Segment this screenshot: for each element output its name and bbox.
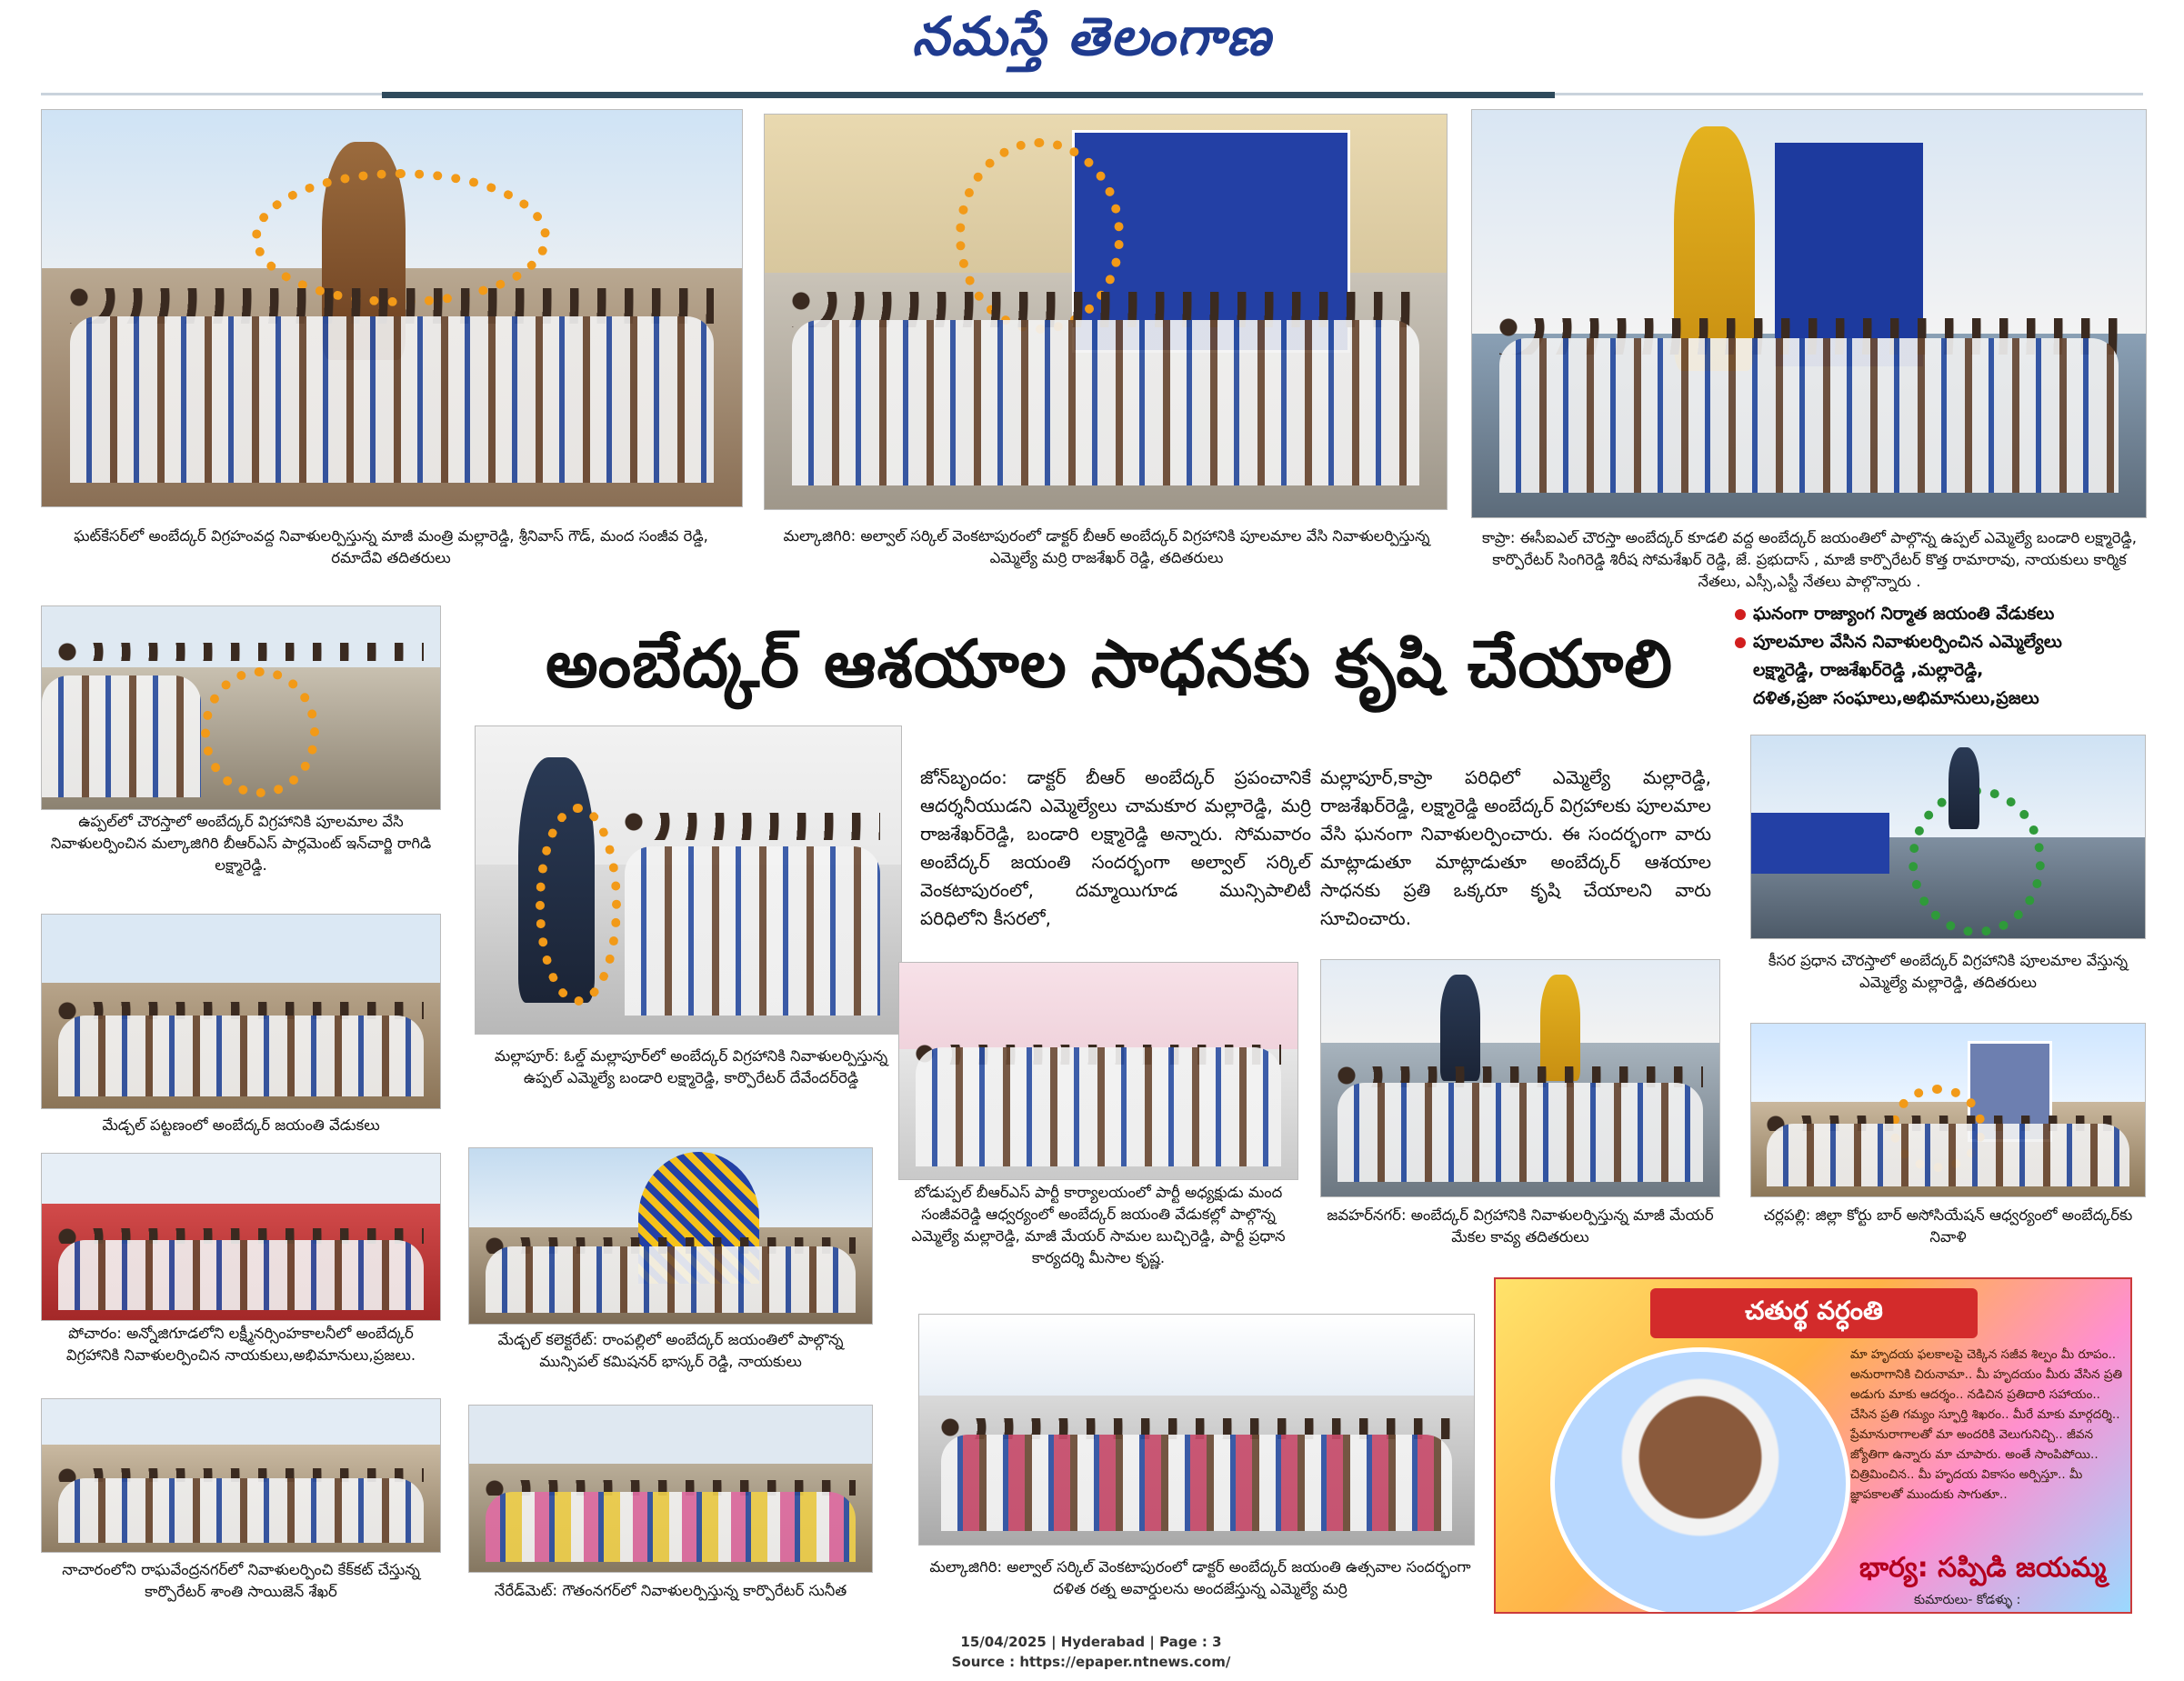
bullet-icon xyxy=(1735,609,1746,620)
caption-kapra: కాప్రా: ఈసీఐఎల్ చౌరస్తా అంబేద్కర్ కూడలి వద్ద అంబేద్కర్ జయంతిలో పాల్గొన్న ఉప్పల్ ఎమ్మెల్యే బండారి లక్ష్మారెడ్డి, కార్పొరేటర్ సింగిరెడ్డి శిరీష సోమశేఖర్ రెడ్డి, జే. ప్రభుదాస్ , మాజీ కార్పొరేటర్ కొత్త రామారావు, నాయకులు కార్మిక నేతలు, ఎస్సీ,ఎస్టీ నేతలు పాల్గొన్నారు . xyxy=(1482,529,2137,590)
headline: అంబేద్కర్ ఆశయాల సాధనకు కృషి చేయాలి xyxy=(545,625,1673,702)
masthead-title: నమస్తే తెలంగాణ xyxy=(912,5,1272,67)
article-column-2: మల్లాపూర్,కాప్రా పరిధిలో ఎమ్మెల్యే మల్లారెడ్డి, రాజశేఖర్‌రెడ్డి, లక్ష్మారెడ్డి అంబేద్కర్ విగ్రహాలకు పూలమాల వేసి ఘనంగా నివాళులర్పించారు. ఈ సందర్భంగా వారు మాట్లాడుతూ మాట్లాడుతూ అంబేద్కర్ ఆశయాల సాధనకు ప్రతి ఒక్కరూ కృషి చేయాలని వారు సూచించారు. xyxy=(1320,766,1711,929)
caption-cherlapally: చర్లపల్లి: జిల్లా కోర్టు బార్ అసోసియేషన్ ఆధ్వర్యంలో అంబేద్కర్‌కు నివాళి xyxy=(1763,1206,2133,1246)
bullet-continuation: లక్ష్మారెడ్డి, రాజశేఖర్‌రెడ్డి ,మల్లారెడ్డి, xyxy=(1753,660,1984,680)
caption-uppal: ఉప్పల్‌లో చౌరస్తాలో అంబేద్కర్ విగ్రహానికి పూలమాల వేసి నివాళులర్పించిన మల్కాజిగిరి బీఆర్ఎస్ పార్లమెంట్ ఇన్‌చార్జి రాగిడి లక్ష్మారెడ్డి. xyxy=(50,813,432,874)
masthead-rule-accent xyxy=(382,92,1555,98)
photo-pocharam xyxy=(41,1153,441,1321)
bullet-item: పూలమాల వేసిన నివాళులర్పించిన ఎమ్మెల్యేలు xyxy=(1735,628,2153,656)
bullet-continuation: దళిత,ప్రజా సంఘాలు,అభిమానులు,ప్రజలు xyxy=(1753,688,2039,708)
photo-kapra xyxy=(1471,109,2147,518)
photo-jawaharnagar xyxy=(1320,959,1720,1197)
caption-neredmet: నేరేడ్‌మెట్: గౌతంనగర్‌లో నివాళులర్పిస్తున్న కార్పొరేటర్ సునీత xyxy=(494,1582,847,1599)
photo-malkajgiri-bottom xyxy=(918,1314,1475,1546)
caption-jawaharnagar: జవహర్‌నగర్: అంబేద్కర్ విగ్రహానికి నివాళులర్పిస్తున్న మాజీ మేయర్ మేకల కావ్య తదితరులు xyxy=(1327,1206,1714,1246)
footer-date-page: 15/04/2025 | Hyderabad | Page : 3 xyxy=(960,1634,1222,1650)
article-column-1: జోన్‌బృందం: డాక్టర్ బీఆర్ అంబేద్కర్ ప్రపంచానికే ఆదర్శనీయుడని ఎమ్మెల్యేలు చామకూర మల్లారెడ్డి, మర్రి రాజశేఖర్‌రెడ్డి, బండారి లక్ష్మారెడ్డి అన్నారు. సోమవారం అంబేద్కర్ జయంతి సందర్భంగా అల్వాల్ సర్కిల్ వెంకటాపురంలో, దమ్మాయిగూడ మున్సిపాలిటీ పరిధిలోని కీసరలో, xyxy=(920,766,1311,929)
bullet-icon xyxy=(1735,637,1746,648)
caption-nacharam: నాచారంలోని రాఘవేంద్రనగర్‌లో నివాళులర్పించి కేక్‌కట్ చేస్తున్న కార్పొరేటర్ శాంతి సాయిజెన్ శేఖర్ xyxy=(62,1561,420,1600)
caption-malkajgiri-bottom: మల్కాజిగిరి: అల్వాల్ సర్కిల్ వెంకటాపురంలో డాక్టర్ అంబేద్కర్ జయంతి ఉత్సవాల సందర్భంగా దళిత రత్న అవార్డులను అందజేస్తున్న ఎమ్మెల్యే మర్రి xyxy=(929,1558,1471,1597)
photo-medchal-town xyxy=(41,914,441,1109)
photo-nacharam xyxy=(41,1398,441,1553)
photo-mallapur xyxy=(475,725,902,1035)
highlight-bullets xyxy=(1735,600,2153,713)
photo-malkajgiri-top xyxy=(764,114,1448,510)
photo-cherlapally xyxy=(1750,1023,2146,1197)
caption-medchal-collectorate: మేడ్చల్ కలెక్టరేట్: రాంపల్లిలో అంబేద్కర్ జయంతిలో పాల్గొన్న మున్సిపల్ కమిషనర్ భాస్కర్ రెడ్డి, నాయకులు xyxy=(497,1331,844,1370)
caption-medchal-town: మేడ్చల్ పట్టణంలో అంబేద్కర్ జయంతి వేడుకలు xyxy=(102,1116,380,1134)
caption-malkajgiri-top: మల్కాజిగిరి: అల్వాల్ సర్కిల్ వెంకటాపురంలో డాక్టర్ బీఆర్ అంబేద్కర్ విగ్రహానికి పూలమాల వేసి నివాళులర్పిస్తున్న ఎమ్మెల్యే మర్రి రాజశేఖర్ రెడ్డి, తదితరులు xyxy=(783,527,1430,566)
ad-poem: మా హృదయ ఫలకాలపై చెక్కిన సజీవ శిల్పం మీ రూపం.. అనురాగానికి చిరునామా.. మీ హృదయం మీరు వేసిన ప్రతి అడుగు మాకు ఆదర్శం.. నడిచిన ప్రతిదారి సహాయం.. చేసిన ప్రతి గమ్యం స్ఫూర్తి శిఖరం.. మీరే మాకు మార్గదర్శి.. ప్రేమానురాగాలతో మా అందరికి వెలుగునిచ్చి.. జీవన జ్యోతిగా ఉన్నారు మా చూపారు. అంతే సాంపిపోయి.. చిత్రిమించిన.. మీ హృదయ వికాసం అర్పిస్తూ.. మీ జ్ఞాపకాలతో ముందుకు సాగుతూ.. xyxy=(1850,1347,2123,1502)
ad-banner: చతుర్థ వర్ధంతి xyxy=(1650,1288,1978,1338)
photo-neredmet xyxy=(468,1405,873,1573)
photo-boduppal xyxy=(898,962,1298,1180)
caption-ghatkesar: ఘట్‌కేసర్‌లో అంబేద్కర్ విగ్రహంవద్ద నివాళులర్పిస్తున్న మాజీ మంత్రి మల్లారెడ్డి, శ్రీనివాస్ గౌడ్, మంద సంజీవ రెడ్డి, రమాదేవి తదితరులు xyxy=(74,527,708,566)
bullet-item: ఘనంగా రాజ్యాంగ నిర్మాత జయంతి వేడుకలు xyxy=(1735,600,2153,628)
obituary-advertisement xyxy=(1494,1277,2132,1614)
ad-portrait xyxy=(1550,1347,1850,1614)
photo-keesara xyxy=(1750,735,2146,939)
photo-medchal-collectorate xyxy=(468,1147,873,1325)
footer-source-link[interactable]: Source : https://epaper.ntnews.com/ xyxy=(951,1654,1231,1670)
caption-mallapur: మల్లాపూర్: ఓల్డ్ మల్లాపూర్‌లో అంబేద్కర్ విగ్రహానికి నివాళులర్పిస్తున్న ఉప్పల్ ఎమ్మెల్యే బండారి లక్ష్మారెడ్డి, కార్పొరేటర్ దేవేందర్‌రెడ్డి xyxy=(494,1047,888,1086)
ad-children: కుమారులు- కోడళ్ళు : xyxy=(1914,1593,2021,1607)
caption-keesara: కీసర ప్రధాన చౌరస్తాలో అంబేద్కర్ విగ్రహానికి పూలమాల వేస్తున్న ఎమ్మెల్యే మల్లారెడ్డి, తదితరులు xyxy=(1768,952,2129,991)
ad-wife-name: భార్య: సప్పిడి జయమ్మ xyxy=(1859,1552,2107,1584)
photo-ghatkesar xyxy=(41,109,743,507)
page-footer xyxy=(818,1632,1364,1672)
caption-boduppal: బోడుప్పల్ బీఆర్ఎస్ పార్టీ కార్యాలయంలో పార్టీ అధ్యక్షుడు మంద సంజీవరెడ్డి ఆధ్వర్యంలో అంబేద్కర్ జయంతి వేడుకల్లో పాల్గొన్న ఎమ్మెల్యే మల్లారెడ్డి, మాజీ మేయర్ సామల బుచ్చిరెడ్డి, పార్టీ ప్రధాన కార్యదర్శి మీసాల కృష్ణ. xyxy=(911,1184,1286,1266)
photo-uppal xyxy=(41,605,441,810)
caption-pocharam: పోచారం: అన్నోజిగూడలోని లక్ష్మీనర్సింహకాలనీలో అంబేద్కర్ విగ్రహానికి నివాళులర్పించిన నాయకులు,అభిమానులు,ప్రజలు. xyxy=(65,1325,416,1364)
